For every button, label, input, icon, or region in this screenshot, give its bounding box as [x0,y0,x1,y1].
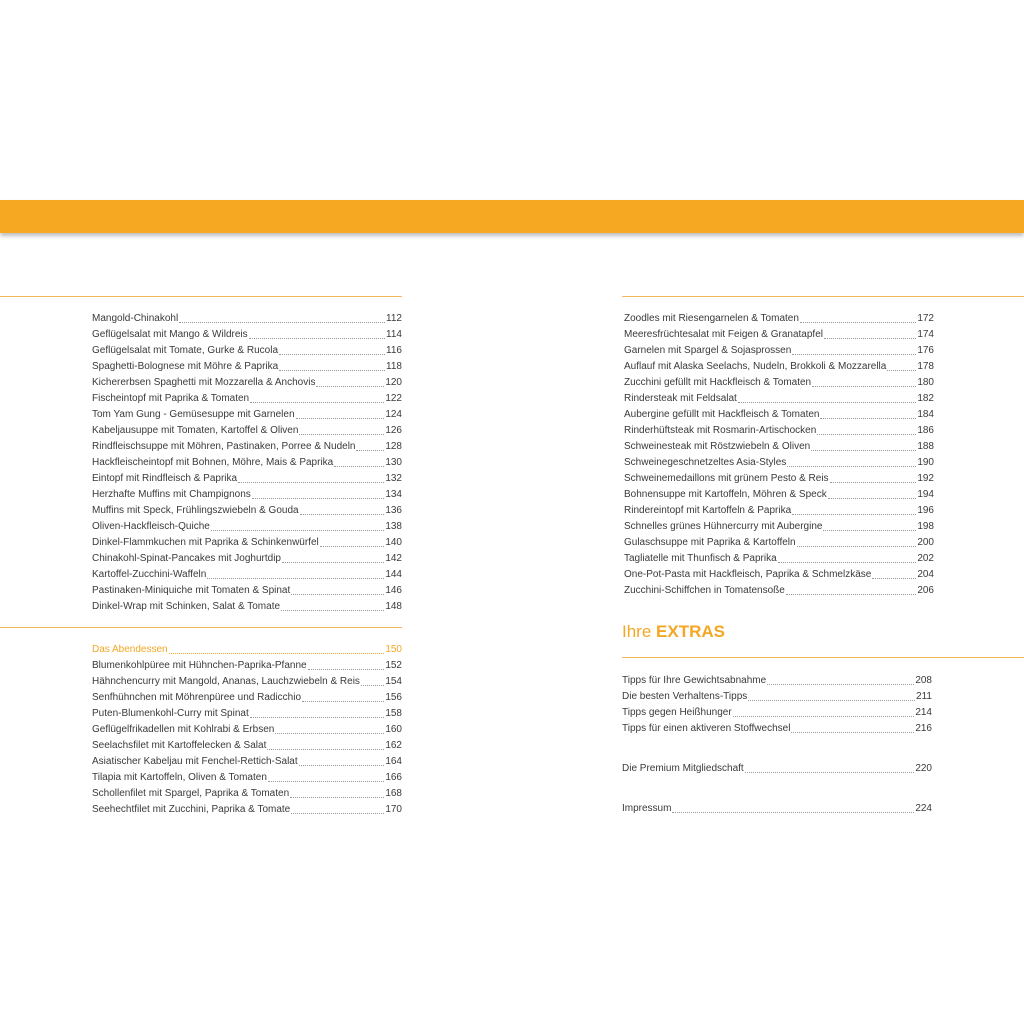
toc-entry-page: 198 [917,521,934,532]
toc-leader-dots [211,529,384,531]
toc-entry[interactable] [92,583,402,599]
toc-entry-page: 150 [385,644,402,655]
toc-leader-dots [320,545,385,547]
toc-entry-page: 220 [915,763,932,774]
toc-entry-page: 122 [385,393,402,404]
toc-entry[interactable] [624,343,934,359]
extras-heading-main: EXTRAS [656,622,725,641]
toc-entry-title: Tagliatelle mit Thunfisch & Paprika [624,553,777,564]
toc-leader-dots [179,321,385,323]
toc-entry-title: Rindersteak mit Feldsalat [624,393,737,404]
toc-entry-title: Herzhafte Muffins mit Champignons [92,489,251,500]
toc-entry-title: Das Abendessen [92,644,168,655]
toc-entry-page: 144 [385,569,402,580]
toc-entry[interactable] [624,439,934,455]
toc-entry[interactable] [624,583,934,599]
toc-entry[interactable] [92,674,402,690]
toc-entry-title: Dinkel-Flammkuchen mit Paprika & Schinkenwürfel [92,537,319,548]
toc-entry-title: Asiatischer Kabeljau mit Fenchel-Rettich-Salat [92,756,298,767]
toc-leader-dots [207,577,384,579]
toc-entry[interactable] [92,738,402,754]
toc-entry-page: 128 [385,441,402,452]
toc-leader-dots [296,417,385,419]
toc-entry-page: 196 [917,505,934,516]
toc-entry-page: 160 [385,724,402,735]
toc-entry-title: Oliven-Hackfleisch-Quiche [92,521,210,532]
toc-leader-dots [356,449,384,451]
toc-entry-title: Kabeljausuppe mit Tomaten, Kartoffel & Oliven [92,425,299,436]
toc-leader-dots [281,609,384,611]
toc-leader-dots [361,684,384,686]
toc-entry-title: Hähnchencurry mit Mangold, Ananas, Lauchzwiebeln & Reis [92,676,360,687]
toc-entry[interactable] [624,359,934,375]
toc-entry-page: 148 [385,601,402,612]
toc-entry-title: Spaghetti-Bolognese mit Möhre & Paprika [92,361,279,372]
toc-entry-title: Meeresfrüchtesalat mit Feigen & Granatapfel [624,329,823,340]
toc-leader-dots [291,812,384,814]
toc-entry[interactable] [92,551,402,567]
toc-leader-dots [672,811,914,813]
toc-leader-dots [290,796,384,798]
toc-entry-page: 170 [385,804,402,815]
toc-entry-title: One-Pot-Pasta mit Hackfleisch, Paprika & Schmelzkäse [624,569,872,580]
toc-entry-page: 206 [917,585,934,596]
toc-entry-page: 192 [917,473,934,484]
toc-entry-page: 156 [385,692,402,703]
toc-leader-dots [733,715,915,717]
toc-entry-page: 112 [386,313,402,324]
toc-entry-page: 140 [385,537,402,548]
toc-entry-page: 188 [917,441,934,452]
toc-entry[interactable] [622,689,932,705]
toc-entry-title: Hackfleischeintopf mit Bohnen, Möhre, Mais & Paprika [92,457,334,468]
toc-entry[interactable] [92,754,402,770]
toc-leader-dots [252,497,385,499]
toc-leader-dots [748,699,915,701]
toc-entry-title: Tipps für Ihre Gewichtsabnahme [622,675,767,686]
toc-entry-title: Rinderhüftsteak mit Rosmarin-Artischocken [624,425,817,436]
toc-entry-title: Tipps gegen Heißhunger [622,707,732,718]
toc-entry-title: Chinakohl-Spinat-Pancakes mit Joghurtdip [92,553,281,564]
toc-entry[interactable] [92,471,402,487]
toc-entry[interactable] [622,721,932,737]
toc-entry-title: Tilapia mit Kartoffeln, Oliven & Tomaten [92,772,267,783]
toc-entry-title: Die besten Verhaltens-Tipps [622,691,748,702]
toc-entry[interactable] [92,567,402,583]
toc-leader-dots [316,385,384,387]
toc-entry[interactable] [92,375,402,391]
toc-entry-title: Schweinemedaillons mit grünem Pesto & Reis [624,473,829,484]
toc-entry[interactable] [92,423,402,439]
toc-entry-page: 172 [917,313,934,324]
toc-leader-dots [275,732,384,734]
toc-entry-page: 168 [385,788,402,799]
toc-entry-title: Kichererbsen Spaghetti mit Mozzarella & Anchovis [92,377,316,388]
toc-entry-title: Die Premium Mitgliedschaft [622,763,744,774]
toc-entry-page: 200 [917,537,934,548]
toc-entry-title: Impressum [622,803,672,814]
toc-entry-impressum[interactable] [622,801,932,817]
toc-entry[interactable] [92,535,402,551]
toc-entry-title: Auflauf mit Alaska Seelachs, Nudeln, Brokkoli & Mozzarella [624,361,887,372]
toc-entry-page: 184 [917,409,934,420]
toc-entry[interactable] [624,327,934,343]
toc-entry-title: Geflügelsalat mit Mango & Wildreis [92,329,248,340]
toc-leader-dots [872,577,916,579]
toc-entry[interactable] [622,673,932,689]
toc-entry-title: Tipps für einen aktiveren Stoffwechsel [622,723,791,734]
toc-entry-page: 154 [385,676,402,687]
toc-entry-page: 178 [917,361,934,372]
toc-leader-dots [800,321,916,323]
toc-entry-title: Zucchini-Schiffchen in Tomatensoße [624,585,785,596]
toc-leader-dots [812,385,916,387]
toc-leader-dots [820,417,916,419]
toc-leader-dots [887,369,916,371]
toc-entry[interactable] [624,519,934,535]
toc-leader-dots [792,353,916,355]
toc-entry-page: 126 [385,425,402,436]
toc-entry-premium[interactable] [622,761,932,777]
toc-leader-dots [786,593,916,595]
toc-entry-title: Geflügelsalat mit Tomate, Gurke & Rucola [92,345,279,356]
toc-section-heading[interactable] [92,642,402,658]
toc-leader-dots [291,593,384,595]
toc-premium [622,761,932,777]
toc-entry[interactable] [92,770,402,786]
left-middle-rule [0,627,402,628]
toc-entry[interactable] [92,359,402,375]
left-top-rule [0,296,402,297]
toc-entry-page: 114 [386,329,402,340]
toc-entry[interactable] [92,786,402,802]
toc-entry[interactable] [624,503,934,519]
toc-entry[interactable] [624,455,934,471]
toc-entry[interactable] [92,802,402,818]
toc-leader-dots [238,481,384,483]
toc-entry-page: 208 [915,675,932,686]
toc-entry-page: 136 [385,505,402,516]
toc-entry-title: Aubergine gefüllt mit Hackfleisch & Tomaten [624,409,820,420]
toc-entry-title: Zoodles mit Riesengarnelen & Tomaten [624,313,799,324]
toc-entry-page: 174 [917,329,934,340]
toc-leader-dots [250,716,385,718]
toc-entry[interactable] [92,690,402,706]
toc-leader-dots [279,369,385,371]
toc-entry[interactable] [92,599,402,615]
toc-leader-dots [823,529,916,531]
toc-entry-title: Dinkel-Wrap mit Schinken, Salat & Tomate [92,601,281,612]
toc-leader-dots [811,449,916,451]
toc-entry-title: Fischeintopf mit Paprika & Tomaten [92,393,250,404]
toc-entry-title: Schollenfilet mit Spargel, Paprika & Tomaten [92,788,290,799]
toc-leader-dots [745,771,915,773]
toc-entry-title: Pastinaken-Miniquiche mit Tomaten & Spinat [92,585,291,596]
toc-entry[interactable] [624,423,934,439]
toc-entry-page: 224 [915,803,932,814]
toc-entry[interactable] [624,407,934,423]
toc-entry[interactable] [92,722,402,738]
toc-entry-title: Schweinesteak mit Röstzwiebeln & Oliven [624,441,811,452]
toc-entry-page: 158 [385,708,402,719]
toc-entry-title: Puten-Blumenkohl-Curry mit Spinat [92,708,249,719]
toc-leader-dots [767,683,914,685]
toc-entry-title: Zucchini gefüllt mit Hackfleisch & Tomaten [624,377,812,388]
toc-left-list-1 [92,311,402,615]
toc-entry-title: Schweinegeschnetzeltes Asia-Styles [624,457,787,468]
header-color-band [0,200,1024,233]
toc-entry-page: 186 [917,425,934,436]
toc-entry-page: 202 [917,553,934,564]
toc-entry-page: 214 [915,707,932,718]
toc-entry-title: Kartoffel-Zucchini-Waffeln [92,569,207,580]
toc-leader-dots [302,700,384,702]
toc-leader-dots [300,513,385,515]
toc-entry[interactable] [92,407,402,423]
toc-right-list-1 [624,311,934,599]
toc-leader-dots [308,668,385,670]
toc-leader-dots [817,433,916,435]
toc-entry[interactable] [92,658,402,674]
toc-entry[interactable] [92,391,402,407]
toc-entry-page: 180 [917,377,934,388]
toc-entry-title: Seelachsfilet mit Kartoffelecken & Salat [92,740,267,751]
toc-entry[interactable] [624,567,934,583]
toc-leader-dots [299,433,384,435]
toc-entry[interactable] [624,487,934,503]
toc-leader-dots [268,780,384,782]
toc-entry-title: Rindereintopf mit Kartoffeln & Paprika [624,505,792,516]
toc-entry[interactable] [622,705,932,721]
toc-entry-title: Rindfleischsuppe mit Möhren, Pastinaken, Porree & Nudeln [92,441,356,452]
toc-entry-title: Gulaschsuppe mit Paprika & Kartoffeln [624,537,796,548]
toc-leader-dots [824,337,916,339]
toc-entry-page: 152 [385,660,402,671]
toc-entry-page: 166 [385,772,402,783]
toc-leader-dots [279,353,385,355]
toc-entry-title: Geflügelfrikadellen mit Kohlrabi & Erbsen [92,724,275,735]
toc-entry[interactable] [92,455,402,471]
toc-left-list-2 [92,642,402,818]
toc-leader-dots [249,337,385,339]
toc-entry-page: 134 [385,489,402,500]
toc-entry-title: Seehechtfilet mit Zucchini, Paprika & Tomate [92,804,291,815]
toc-entry[interactable] [92,519,402,535]
toc-entry-title: Eintopf mit Rindfleisch & Paprika [92,473,238,484]
toc-entry-page: 138 [385,521,402,532]
toc-leader-dots [267,748,384,750]
toc-entry-title: Garnelen mit Spargel & Sojasprossen [624,345,792,356]
toc-entry-page: 194 [917,489,934,500]
toc-leader-dots [791,731,914,733]
toc-entry-page: 124 [385,409,402,420]
toc-entry-page: 116 [386,345,402,356]
toc-entry[interactable] [92,327,402,343]
toc-entry-page: 176 [917,345,934,356]
toc-entry[interactable] [92,503,402,519]
toc-impressum [622,801,932,817]
toc-entry-title: Bohnensuppe mit Kartoffeln, Möhren & Speck [624,489,827,500]
extras-heading-prefix: Ihre [622,622,657,641]
toc-entry-page: 211 [916,691,932,702]
toc-entry-page: 142 [385,553,402,564]
toc-leader-dots [778,561,917,563]
toc-entry[interactable] [624,471,934,487]
toc-entry-page: 190 [917,457,934,468]
toc-entry-title: Tom Yam Gung - Gemüsesuppe mit Garnelen [92,409,295,420]
toc-entry-page: 118 [386,361,402,372]
toc-entry-page: 132 [385,473,402,484]
right-extras-rule [622,657,1024,658]
toc-entry-page: 130 [385,457,402,468]
toc-entry[interactable] [624,391,934,407]
toc-leader-dots [792,513,916,515]
toc-entry-page: 204 [917,569,934,580]
toc-leader-dots [250,401,384,403]
toc-entry-page: 146 [385,585,402,596]
toc-entry[interactable] [624,551,934,567]
toc-extras-list [622,673,932,737]
toc-entry[interactable] [92,343,402,359]
toc-entry-title: Schnelles grünes Hühnercurry mit Aubergine [624,521,823,532]
toc-leader-dots [334,465,384,467]
toc-leader-dots [787,465,916,467]
toc-entry-page: 182 [917,393,934,404]
toc-entry-page: 216 [915,723,932,734]
toc-leader-dots [738,401,916,403]
toc-entry-title: Blumenkohlpüree mit Hühnchen-Paprika-Pfanne [92,660,307,671]
toc-entry[interactable] [92,439,402,455]
toc-entry[interactable] [624,535,934,551]
toc-leader-dots [169,652,385,654]
toc-entry[interactable] [92,487,402,503]
toc-entry[interactable] [92,706,402,722]
toc-leader-dots [828,497,917,499]
toc-leader-dots [797,545,917,547]
right-top-rule [622,296,1024,297]
toc-leader-dots [299,764,385,766]
toc-entry-title: Mangold-Chinakohl [92,313,179,324]
toc-leader-dots [282,561,384,563]
toc-entry[interactable] [92,311,402,327]
toc-entry-title: Muffins mit Speck, Frühlingszwiebeln & Gouda [92,505,299,516]
toc-entry-page: 164 [385,756,402,767]
toc-leader-dots [830,481,917,483]
toc-entry-page: 162 [385,740,402,751]
toc-entry-title: Senfhühnchen mit Möhrenpüree und Radicchio [92,692,302,703]
toc-entry[interactable] [624,311,934,327]
toc-entry-page: 120 [385,377,402,388]
extras-heading [622,622,725,642]
toc-entry[interactable] [624,375,934,391]
